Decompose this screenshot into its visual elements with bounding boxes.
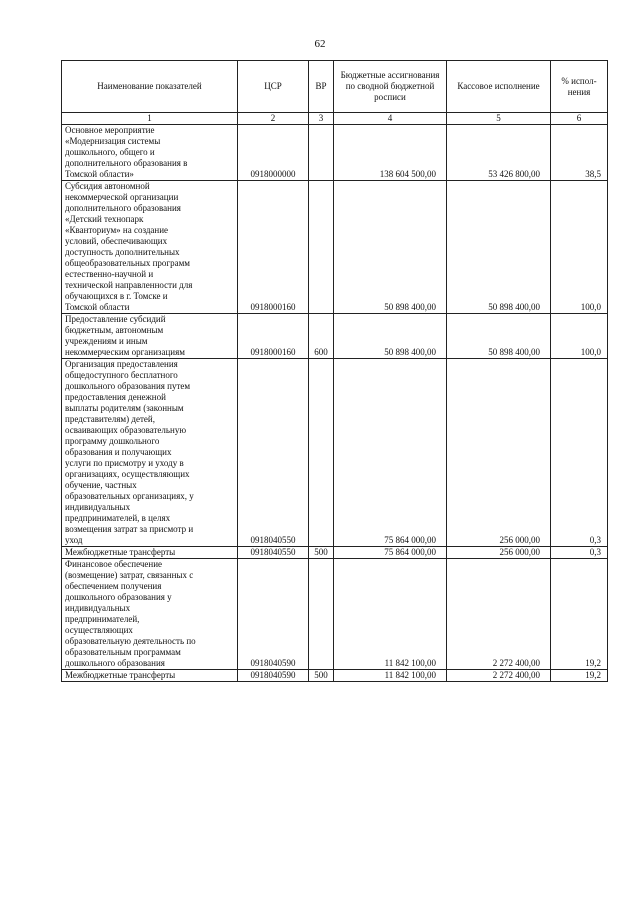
- row-cash: 256 000,00: [447, 359, 551, 547]
- row-pct: 38,5: [551, 125, 608, 181]
- row-cash: 50 898 400,00: [447, 181, 551, 314]
- row-vr: [309, 125, 334, 181]
- table-row: [62, 670, 608, 682]
- row-assign: 138 604 500,00: [334, 125, 447, 181]
- row-pct: 0,3: [551, 359, 608, 547]
- row-csr: 0918040590: [238, 559, 309, 670]
- row-assign: 11 842 100,00: [334, 670, 447, 682]
- header-execution-percent: % испол-нения: [551, 61, 608, 113]
- column-index: 1: [62, 113, 238, 125]
- row-vr: 500: [309, 547, 334, 559]
- header-name: Наименование показателей: [62, 61, 238, 113]
- row-cash: 53 426 800,00: [447, 125, 551, 181]
- row-cash: 2 272 400,00: [447, 559, 551, 670]
- row-assign: 11 842 100,00: [334, 559, 447, 670]
- table-row: [62, 181, 608, 314]
- row-pct: 0,3: [551, 547, 608, 559]
- column-index: 5: [447, 113, 551, 125]
- header-budget-assignments: Бюджетные ассигнования по сводной бюджетной росписи: [334, 61, 447, 113]
- row-assign: 75 864 000,00: [334, 547, 447, 559]
- header-vr: ВР: [309, 61, 334, 113]
- row-name: Межбюджетные трансферты: [62, 547, 238, 559]
- column-index: 2: [238, 113, 309, 125]
- row-vr: [309, 559, 334, 670]
- row-name: Финансовое обеспечение (возмещение) затрат, связанных с обеспечением получения дошкольного образования у индивидуальных предпринимателей, осуществляющих образовательную деятельность по образовательным программам дошкольного образования: [62, 559, 238, 670]
- row-cash: 50 898 400,00: [447, 314, 551, 359]
- budget-execution-table: [61, 60, 608, 682]
- row-assign: 50 898 400,00: [334, 314, 447, 359]
- table-row: [62, 547, 608, 559]
- row-vr: [309, 181, 334, 314]
- table-header-row: [62, 61, 608, 113]
- row-name: Организация предоставления общедоступного бесплатного дошкольного образования путем предоставления денежной выплаты родителям (законным представителям) детей, осваивающих образовательную программу дошкольного образования и получающих услуги по присмотру и уходу в организациях, осуществляющих обучение, частных образовательных организациях, у индивидуальных предпринимателей, в целях возмещения затрат за присмотр и уход: [62, 359, 238, 547]
- table-row: [62, 314, 608, 359]
- row-name: Основное мероприятие «Модернизация системы дошкольного, общего и дополнительного образования в Томской области»: [62, 125, 238, 181]
- column-index-row: [62, 113, 608, 125]
- row-cash: 2 272 400,00: [447, 670, 551, 682]
- column-index: 6: [551, 113, 608, 125]
- row-csr: 0918000000: [238, 125, 309, 181]
- row-csr: 0918040550: [238, 359, 309, 547]
- row-name: Межбюджетные трансферты: [62, 670, 238, 682]
- row-pct: 100,0: [551, 181, 608, 314]
- header-csr: ЦСР: [238, 61, 309, 113]
- column-index: 4: [334, 113, 447, 125]
- row-vr: 500: [309, 670, 334, 682]
- row-vr: [309, 359, 334, 547]
- row-csr: 0918040590: [238, 670, 309, 682]
- row-csr: 0918000160: [238, 181, 309, 314]
- row-csr: 0918000160: [238, 314, 309, 359]
- row-assign: 75 864 000,00: [334, 359, 447, 547]
- table-row: [62, 359, 608, 547]
- row-pct: 100,0: [551, 314, 608, 359]
- row-cash: 256 000,00: [447, 547, 551, 559]
- row-pct: 19,2: [551, 670, 608, 682]
- page-number: 62: [314, 38, 326, 50]
- row-csr: 0918040550: [238, 547, 309, 559]
- column-index: 3: [309, 113, 334, 125]
- row-name: Предоставление субсидий бюджетным, автономным учреждениям и иным некоммерческим организациям: [62, 314, 238, 359]
- row-assign: 50 898 400,00: [334, 181, 447, 314]
- row-vr: 600: [309, 314, 334, 359]
- table-row: [62, 125, 608, 181]
- row-name: Субсидия автономной некоммерческой организации дополнительного образования «Детский технопарк «Кванториум» на создание условий, обеспечивающих доступность дополнительных общеобразовательных программ естественно-научной и технической направленности для обучающихся в г. Томске и Томской области: [62, 181, 238, 314]
- row-pct: 19,2: [551, 559, 608, 670]
- header-cash-execution: Кассовое исполнение: [447, 61, 551, 113]
- table-row: [62, 559, 608, 670]
